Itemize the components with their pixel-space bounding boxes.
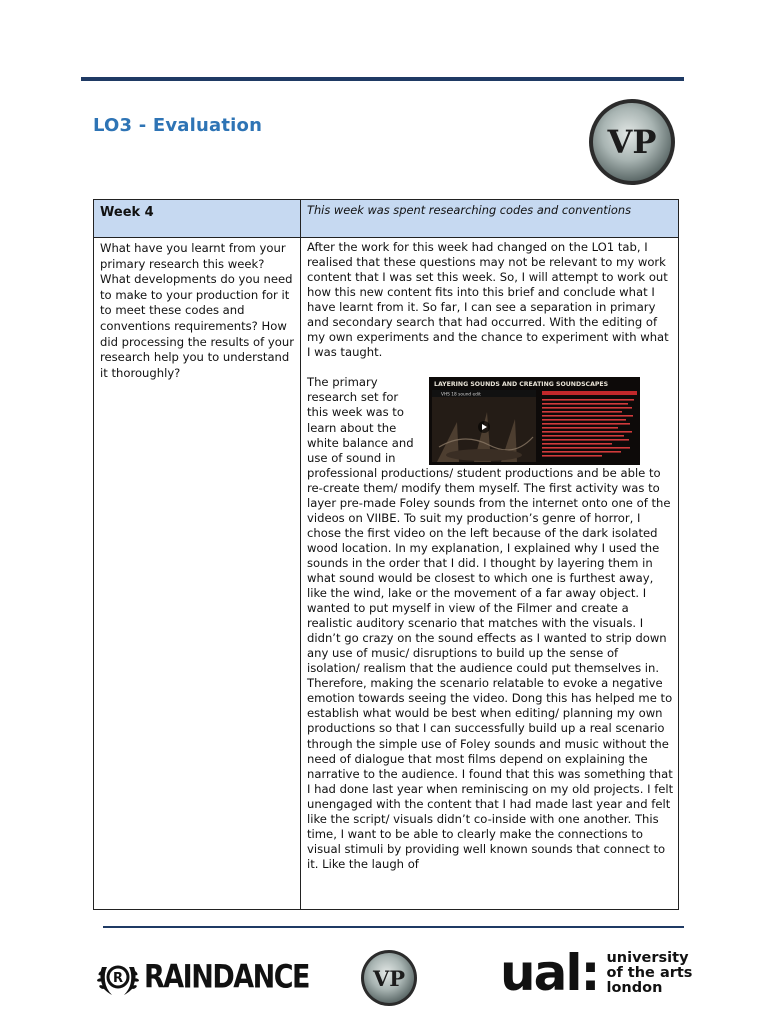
video-title: LAYERING SOUNDS AND CREATING SOUNDSCAPES (434, 381, 609, 389)
answer-paragraph-2-rest: professional productions/ student productions and be able to re-create them/ modify them myself. The first activity was to layer pre-made Foley sounds from the internet onto one of the videos on VIIBE. To suit my production’s genre of horror, I chose the first video on the left because of the dark isolated wood location. In my explanation, I explained why I used the sounds in the order that I did. I thought by layering them in what sound would be closest to which one is furthest away, like the wind, lake or the movement of a far away object. I wanted to put myself in view of the Filmer and create a realistic auditory scenario that matches with the visuals. I didn’t go crazy on the sound effects as I wanted to strip down any use of music/ disruptions to build up the sense of isolation/ realism that the audience could put themselves in. Therefore, making the scenario relatable to evoke a negative emotion towards seeing the video. Dong this has helped me to establish what would be best when editing/ planning my own productions so that I can successfully build up a real scenario through the simple use of Foley sounds and music without the need of dialogue that most films depend on explaining the narrative to the audience. I found that this was something that I had done last year when reminiscing on my old projects. I felt unengaged with the content that I had made last year and felt like the script/ visuals didn’t co-inside with one another. This time, I want to be able to clearly make the connections to visual stimuli by providing well known sounds that connect to it. Like the laugh of (307, 465, 674, 871)
table-body-row (94, 238, 679, 910)
table-header-row (94, 200, 679, 238)
answer-paragraph-2-top (301, 375, 678, 465)
vp-footer-text: VP (372, 966, 406, 991)
ual-mark: ual: (500, 944, 599, 1002)
page-title: LO3 - Evaluation (93, 115, 263, 136)
ual-logo (500, 944, 693, 1002)
vp-logo-text: VP (607, 123, 657, 161)
footer-rule (103, 926, 684, 928)
week-summary: This week was spent researching codes and conventions (307, 203, 632, 217)
raindance-laurel-icon (96, 955, 140, 999)
vp-logo (588, 98, 676, 186)
video-thumbnail[interactable] (429, 377, 640, 465)
raindance-wordmark: RAINDANCE (144, 958, 309, 996)
answer-paragraph-2-start: The primary research set for this week was to learn about the white balance and use of sound in (307, 375, 414, 465)
ual-name (606, 951, 692, 996)
answer-paragraph-1: After the work for this week had changed on the LO1 tab, I realised that these questions may not be relevant to my work content that I was set this week. So, I will attempt to work out how this new content fits into this brief and conclude what I have learnt from it. So far, I can see a separation in primary and secondary search that had occurred. With the editing of my own experiments and the chance to experiment with what I was taught. (307, 240, 669, 360)
ual-name-line-1: university (606, 949, 689, 966)
video-clip-label: VHS 18 sound edit (441, 392, 481, 398)
svg-text:R: R (112, 971, 124, 986)
vp-logo-footer (359, 949, 419, 1007)
answer-cell (301, 238, 678, 909)
ual-name-line-3: london (606, 979, 663, 996)
header-rule (81, 77, 684, 81)
ual-name-line-2: of the arts (606, 964, 693, 981)
week-label: Week 4 (100, 205, 154, 220)
question-text: What have you learnt from your primary research this week? What developments do you need to make to your production for it to meet these codes and conventions requirements? How did processing the results of your research help you to understand it thoroughly? (100, 241, 294, 380)
raindance-logo (96, 955, 309, 999)
evaluation-table (93, 199, 679, 910)
